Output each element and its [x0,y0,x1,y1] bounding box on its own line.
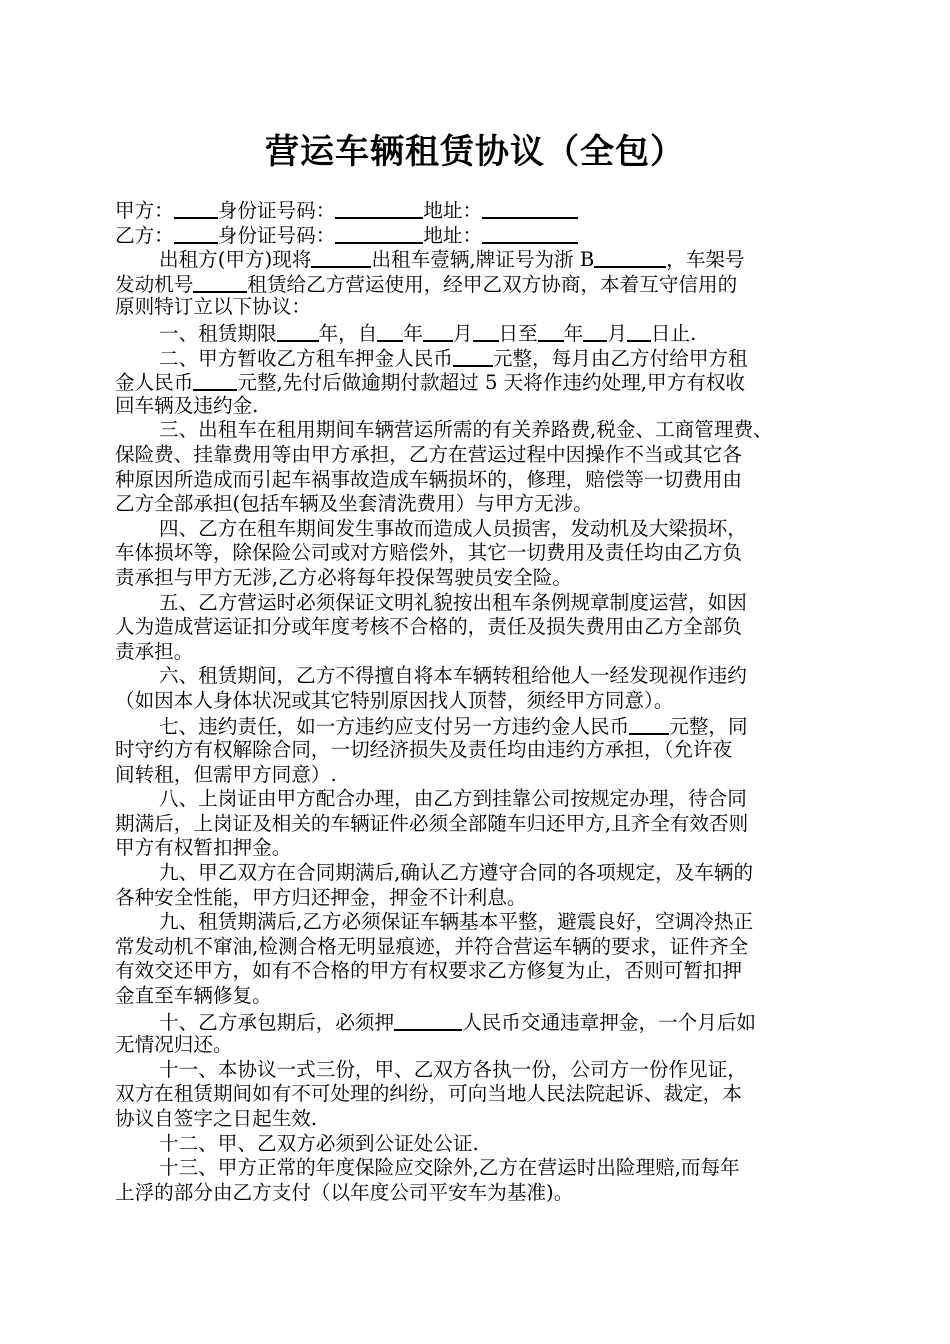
deposit-amount-blank[interactable] [453,345,493,367]
clause-8-line: 期满后，上岗证及相关的车辆证件必须全部随车归还甲方,且齐全有效否则 [115,811,749,835]
clause-9b-line: 有效交还甲方，如有不合格的甲方有权要求乙方修复为止，否则可暂扣押 [115,959,742,983]
clause-text: 年 [403,321,423,345]
end-year-blank[interactable] [538,320,564,342]
party-b-name-blank[interactable] [174,222,218,244]
clause-7-line-1 [115,713,845,738]
clause-5-line: 五、乙方营运时必须保证文明礼貌按出租车条例规章制度运营，如因 [159,590,747,614]
clause-13-line: 上浮的部分由乙方支付（以年度公司平安车为基准)。 [115,1180,574,1204]
party-b-id-label: 身份证号码： [217,223,336,247]
clause-9-line: 九、甲乙双方在合同期满后,确认乙方遵守合同的各项规定，及车辆的 [159,861,754,885]
clause-10-line-1 [115,1009,845,1034]
clause-1 [115,320,845,345]
clause-text: 元整,先付后做逾期付款超过 5 天将作违约处理,甲方有权收 [237,371,746,395]
clause-10-line-2: 无情况归还。 [115,1033,233,1057]
intro-text: ，车架号 [666,248,745,272]
clause-3-line: 种原因所造成而引起车祸事故造成车辆损坏的，修理，赔偿等一切费用由 [115,467,742,491]
clause-text: 年，自 [318,321,378,345]
party-a-id-label: 身份证号码： [217,199,336,222]
party-a-address-label: 地址： [423,199,483,222]
clause-2-line-1 [115,345,845,370]
traffic-deposit-blank[interactable] [394,1009,462,1031]
clause-text: 日至 [498,321,538,345]
clause-text: 一、租赁期限 [159,321,277,345]
clause-4-line: 四、乙方在租车期间发生事故而造成人员损害，发动机及大梁损坏， [159,516,747,540]
intro-line-2 [115,271,845,296]
clause-9b-line: 九、租赁期满后,乙方必须保证车辆基本平整，避震良好，空调冷热正 [159,910,754,934]
party-a-address-blank[interactable] [482,197,578,219]
clause-11-line: 协议自签字之日起生效. [115,1106,318,1130]
clause-4-line: 车体损坏等，除保险公司或对方赔偿外，其它一切费用及责任均由乙方负 [115,541,742,565]
clause-13-line: 十三、甲方正常的年度保险应交除外,乙方在营运时出险理赔,而每年 [159,1156,740,1180]
clause-12-line: 十二、甲、乙双方必须到公证处公证. [159,1131,479,1155]
clause-text: 年 [563,321,584,345]
party-a-line [115,197,845,222]
clause-3-line: 乙方全部承担(包括车辆及坐套清洗费用）与甲方无涉。 [115,492,593,516]
clause-text: 十、乙方承包期后，必须押 [159,1010,395,1034]
clause-text: 月 [452,321,473,345]
intro-text: 发动机号 [115,272,194,296]
party-b-line [115,222,845,247]
party-b-id-blank[interactable] [335,222,423,244]
clause-text: 人民币交通违章押金，一个月后如 [462,1010,757,1034]
clause-5-line: 责承担。 [115,639,194,663]
intro-line-1 [115,246,845,271]
document-title: 营运车辆租赁协议（全包） [265,132,685,172]
penalty-amount-blank[interactable] [629,713,669,735]
document-body [115,197,845,1205]
clause-4-line: 责承担与甲方无涉,乙方必将每年投保驾驶员安全险。 [115,565,572,589]
vehicle-count-blank[interactable] [311,246,371,268]
clause-text: 金人民币 [115,371,194,395]
lease-years-blank[interactable] [277,320,319,342]
plate-number-blank[interactable] [594,246,666,268]
clause-3-line: 三、出租车在租用期间车辆营运所需的有关养路费,税金、工商管理费、 [159,418,773,442]
start-year-blank[interactable] [377,320,403,342]
party-b-label: 乙方： [115,223,174,247]
clause-text: 月 [607,321,627,345]
start-month-blank[interactable] [423,320,453,342]
intro-text: 出租方(甲方)现将 [159,248,312,272]
clause-text: 二、甲方暂收乙方租车押金人民币 [159,346,453,370]
clause-11-line: 双方在租赁期间如有不可处理的纠纷，可向当地人民法院起诉、裁定，本 [115,1082,742,1106]
monthly-rent-blank[interactable] [193,369,237,391]
end-day-blank[interactable] [627,320,651,342]
clause-11-line: 十一、本协议一式三份，甲、乙双方各执一份，公司方一份作见证， [159,1057,747,1081]
clause-6-line: 六、租赁期间，乙方不得擅自将本车辆转租给他人一经发现视作违约 [159,664,747,688]
clause-9b-line: 常发动机不窜油,检测合格无明显痕迹，并符合营运车辆的要求，证件齐全 [115,934,749,958]
clause-3-line: 保险费、挂靠费用等由甲方承担，乙方在营运过程中因操作不当或其它各 [115,442,742,466]
clause-9-line: 各种安全性能，甲方归还押金，押金不计利息。 [115,885,527,909]
start-day-blank[interactable] [473,320,499,342]
clause-6-line: （如因本人身体状况或其它特别原因找人顶替，须经甲方同意）。 [115,688,674,712]
clause-text: 七、违约责任，如一方违约应支付另一方违约金人民币 [159,715,630,739]
clause-7-line-2: 时守约方有权解除合同，一切经济损失及责任均由违约方承担，（允许夜 [115,738,733,762]
clause-text: 元整，每月由乙方付给甲方租 [492,346,748,370]
clause-7-line-3: 间转租，但需甲方同意）. [115,762,337,786]
party-a-label: 甲方： [115,199,174,222]
end-month-blank[interactable] [583,320,607,342]
clause-8-line: 八、上岗证由甲方配合办理，由乙方到挂靠公司按规定办理，待合同 [159,787,747,811]
engine-number-blank[interactable] [193,271,247,293]
intro-text: 出租车壹辆,牌证号为浙 B [371,248,595,272]
party-a-name-blank[interactable] [174,197,218,219]
clause-5-line: 人为造成营运证扣分或年度考核不合格的，责任及损失费用由乙方全部负 [115,615,742,639]
party-b-address-blank[interactable] [482,222,578,244]
clause-text: 元整，同 [669,715,748,739]
clause-8-line: 甲方有权暂扣押金。 [115,836,292,860]
clause-text: 日止. [650,321,697,345]
party-b-address-label: 地址： [423,223,483,247]
intro-text: 租赁给乙方营运使用，经甲乙双方协商，本着互守信用的 [247,272,738,296]
intro-line-3: 原则特订立以下协议： [115,295,311,319]
clause-2-line-3: 回车辆及违约金. [115,393,259,417]
clause-9b-line: 金直至车辆修复。 [115,984,272,1007]
clause-2-line-2 [115,369,845,394]
party-a-id-blank[interactable] [335,197,423,219]
